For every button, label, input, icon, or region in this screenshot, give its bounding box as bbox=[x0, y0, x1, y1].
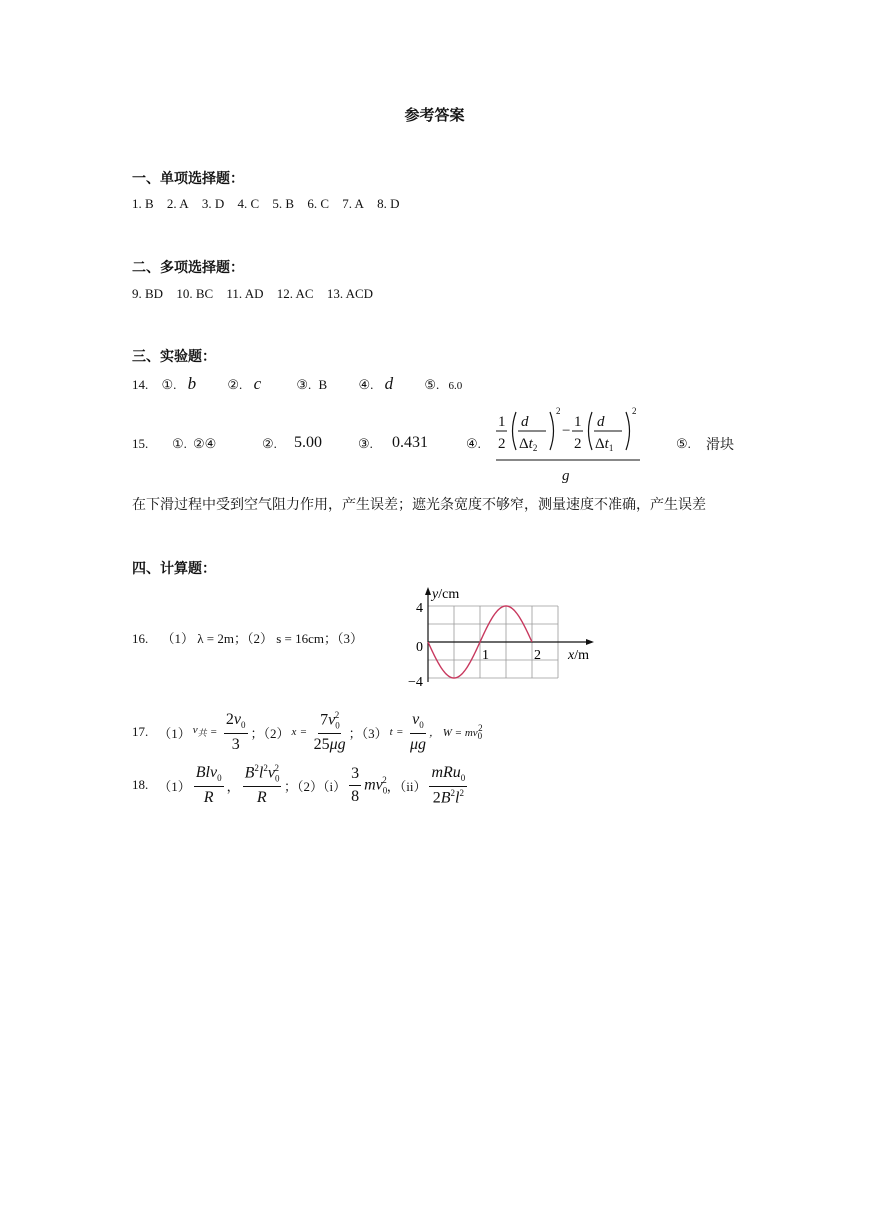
q14-value-5: 6.0 bbox=[448, 380, 463, 392]
x-axis-arrow bbox=[586, 639, 594, 645]
svg-text:2: 2 bbox=[556, 406, 561, 416]
q17-x-symbol: x bbox=[291, 726, 297, 738]
answer-2: 2. A bbox=[166, 196, 189, 211]
section-heading-calculation: 四、计算题： bbox=[132, 561, 216, 577]
q14-label-1: ①. bbox=[161, 377, 177, 392]
answer-4: 4. C bbox=[237, 196, 260, 211]
x-tick-1: 1 bbox=[482, 648, 489, 663]
y-tick-neg4: −4 bbox=[408, 675, 423, 688]
q17-part-3: ；（3） bbox=[348, 725, 388, 741]
q15-label-2: ②. bbox=[262, 436, 277, 451]
y-tick-0: 0 bbox=[416, 640, 423, 655]
svg-text:d: d bbox=[521, 414, 529, 430]
q16-number: 16. bbox=[132, 631, 149, 646]
q17-eq-3: = bbox=[396, 726, 403, 738]
q17-eq-2: = bbox=[300, 726, 307, 738]
q15-value-3: 0.431 bbox=[392, 434, 428, 451]
q18-frac-2: $\frac{B^2l^2v_0^2}{R}$ bbox=[244, 762, 280, 806]
q15-label-3: ③. bbox=[358, 436, 373, 451]
q18-comma: ， bbox=[226, 778, 240, 794]
q17-w: ， W = mv bbox=[428, 727, 478, 739]
q15-label-1: ①. bbox=[172, 436, 187, 451]
q16-wave-graph bbox=[408, 582, 598, 688]
q18-part-1: （1） bbox=[158, 778, 191, 794]
q16-text bbox=[132, 628, 363, 647]
q14-label-4: ④. bbox=[358, 377, 374, 392]
answer-5: 5. B bbox=[272, 196, 295, 211]
svg-text:1: 1 bbox=[574, 414, 582, 430]
svg-text:−: − bbox=[562, 423, 571, 439]
q17-eq-1: = bbox=[210, 726, 217, 738]
q14-value-1: b bbox=[187, 374, 197, 393]
q15-value-5-rest: 在下滑过程中受到空气阻力作用，产生误差；遮光条宽度不够窄，测量速度不准确，产生误差 bbox=[132, 497, 706, 513]
q15-formula bbox=[494, 402, 644, 486]
q17-v-sub: 共 bbox=[197, 728, 207, 739]
q14-value-4: d bbox=[384, 374, 394, 393]
answer-13: 13. ACD bbox=[326, 286, 374, 301]
svg-text:2: 2 bbox=[498, 436, 506, 452]
q18-frac-1: $\frac{Blv_0}{R}$ bbox=[195, 763, 222, 806]
svg-text:2: 2 bbox=[574, 436, 582, 452]
q17-row bbox=[132, 709, 483, 753]
answer-1: 1. B bbox=[132, 196, 154, 211]
answer-3: 3. D bbox=[201, 196, 225, 211]
q16-answer: （1） λ = 2m；（2） s = 16cm；（3） bbox=[161, 631, 364, 646]
q18-frac-4: $\frac{mRu_0}{2B^2l^2}$ bbox=[431, 763, 466, 806]
q17-frac-2: $\frac{7v_0^2}{25\mu g}$ bbox=[313, 709, 346, 753]
svg-text:Δt1: $\Delta t_1$ bbox=[595, 436, 614, 453]
x-tick-2: 2 bbox=[534, 648, 541, 663]
q18-part-2: ；（2）（i） bbox=[283, 778, 347, 794]
q17-part-2: ；（2） bbox=[250, 725, 290, 741]
svg-text:d: d bbox=[597, 414, 605, 430]
q15-label-5: ⑤. bbox=[676, 436, 691, 451]
q14-row bbox=[132, 374, 462, 394]
answer-8: 8. D bbox=[377, 196, 400, 211]
answer-6: 6. C bbox=[307, 196, 329, 211]
answer-11: 11. AD bbox=[226, 286, 264, 301]
q18-mv: $mv_0^2$ bbox=[364, 774, 388, 796]
page-title: 参考答案 bbox=[404, 106, 465, 124]
q15-value-5-start: 滑块 bbox=[706, 437, 734, 453]
single-choice-answers bbox=[132, 196, 410, 212]
y-axis-arrow bbox=[425, 587, 431, 595]
svg-text:Δt2: $\Delta t_2$ bbox=[519, 436, 538, 453]
x-axis-label: x/m bbox=[568, 648, 589, 663]
q17-frac-3: $\frac{v_0}{\mu g}$ bbox=[409, 710, 426, 753]
q14-label-2: ②. bbox=[227, 377, 243, 392]
q17-v-symbol: $v_共$ bbox=[192, 724, 207, 739]
q17-t-symbol: t bbox=[389, 726, 393, 738]
section-heading-experiment: 三、实验题： bbox=[132, 349, 216, 365]
section-heading-single-choice: 一、单项选择题： bbox=[132, 171, 244, 187]
q18-frac-3: $\frac{3}{8}$ bbox=[351, 764, 360, 805]
q17-number: 17. bbox=[132, 724, 149, 739]
q17-part-1: （1） bbox=[158, 725, 191, 741]
q18-row bbox=[132, 764, 470, 806]
q14-value-2: c bbox=[253, 374, 262, 393]
q14-label-3: ③. bbox=[296, 377, 312, 392]
section-heading-multi-choice: 二、多项选择题： bbox=[132, 260, 244, 276]
q18-number: 18. bbox=[132, 777, 149, 792]
q15-number: 15. bbox=[132, 436, 149, 451]
svg-text:2: 2 bbox=[632, 406, 637, 416]
q17-w-exp: $_0^2$ bbox=[477, 723, 483, 741]
q18-part-3: ，（ii） bbox=[386, 778, 427, 794]
y-tick-4: 4 bbox=[416, 601, 423, 616]
q14-number: 14. bbox=[132, 377, 149, 392]
q14-label-5: ⑤. bbox=[424, 377, 440, 392]
q14-value-3: B bbox=[318, 377, 328, 392]
svg-text:1: 1 bbox=[498, 414, 506, 430]
svg-text:g: g bbox=[562, 468, 570, 484]
q15-label-4: ④. bbox=[466, 436, 481, 451]
answer-9: 9. BD bbox=[132, 286, 164, 301]
q15-value-1: ②④ bbox=[193, 436, 217, 451]
answer-10: 10. BC bbox=[176, 286, 214, 301]
answer-7: 7. A bbox=[342, 196, 364, 211]
q17-frac-1: $\frac{2v_0}{3}$ bbox=[225, 710, 246, 753]
q15-value-2: 5.00 bbox=[294, 434, 322, 451]
multi-choice-answers bbox=[132, 286, 383, 302]
answer-12: 12. AC bbox=[276, 286, 314, 301]
y-axis-label: y/cm bbox=[432, 587, 460, 602]
